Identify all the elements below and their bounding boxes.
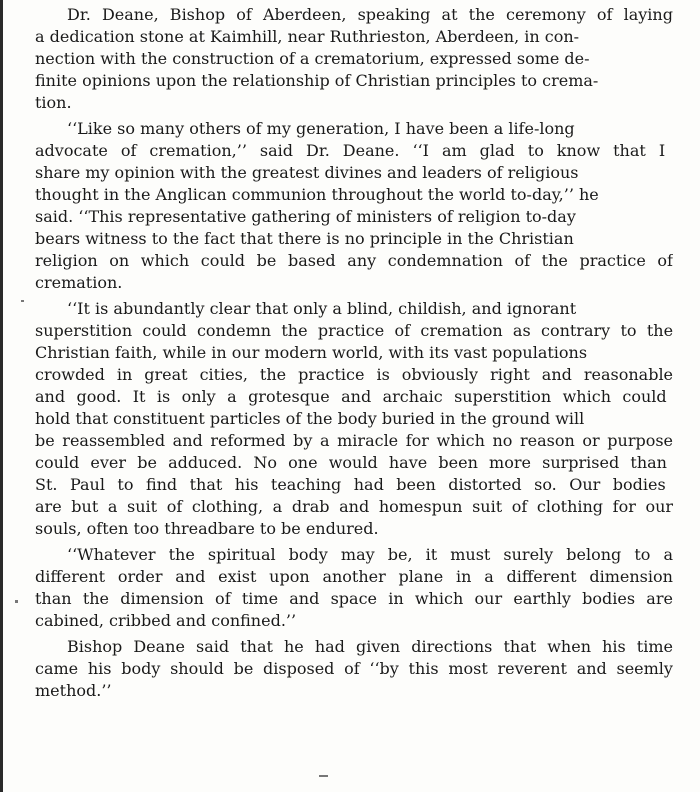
text-line: different order and exist upon another plane in a different dimension [35, 567, 673, 586]
paragraph-5 [35, 636, 673, 702]
text-line: said. ‘‘This representative gathering of ministers of religion to-day [35, 207, 576, 226]
text-line: a dedication stone at Kaimhill, near Ruthrieston, Aberdeen, in con- [35, 27, 580, 46]
text-line: nection with the construction of a crematorium, expressed some de- [35, 49, 590, 68]
text-line: than the dimension of time and space in which our earthly bodies are [35, 589, 673, 608]
article-body [35, 4, 673, 702]
text-line: St. Paul to find that his teaching had been distorted so. Our bodies [35, 475, 666, 494]
text-line: souls, often too threadbare to be endured. [35, 519, 379, 538]
text-line: ‘‘It is abundantly clear that only a blind, childish, and ignorant [67, 299, 577, 318]
text-line: cremation. [35, 273, 123, 292]
text-line: could ever be adduced. No one would have been more surprised than [35, 453, 667, 472]
text-line: thought in the Anglican communion throughout the world to-day,’’ he [35, 185, 599, 204]
print-speck [15, 600, 18, 603]
text-line: Bishop Deane said that he had given directions that when his time [67, 637, 673, 656]
text-line: method.’’ [35, 681, 112, 700]
paragraph-2 [35, 118, 673, 294]
text-line: share my opinion with the greatest divines and leaders of religious [35, 163, 579, 182]
text-line: advocate of cremation,’’ said Dr. Deane. ‘‘I am glad to know that I [35, 141, 666, 160]
print-speck [319, 775, 328, 777]
paragraph-1 [35, 4, 673, 114]
text-line: finite opinions upon the relationship of Christian principles to crema- [35, 71, 599, 90]
text-line: superstition could condemn the practice of cremation as contrary to the [35, 321, 673, 340]
text-line: crowded in great cities, the practice is obviously right and reasonable [35, 365, 673, 384]
text-line: ‘‘Like so many others of my generation, I have been a life-long [67, 119, 575, 138]
text-line: Dr. Deane, Bishop of Aberdeen, speaking at the ceremony of laying [67, 5, 673, 24]
text-line: are but a suit of clothing, a drab and homespun suit of clothing for our [35, 497, 673, 516]
paragraph-4 [35, 544, 673, 632]
text-line: be reassembled and reformed by a miracle for which no reason or purpose [35, 431, 673, 450]
text-line: bears witness to the fact that there is no principle in the Christian [35, 229, 574, 248]
text-line: religion on which could be based any condemnation of the practice of [35, 251, 673, 270]
paragraph-3 [35, 298, 673, 540]
text-line: cabined, cribbed and confined.’’ [35, 611, 297, 630]
text-line: ‘‘Whatever the spiritual body may be, it must surely belong to a [67, 545, 673, 564]
text-line: Christian faith, while in our modern world, with its vast populations [35, 343, 588, 362]
print-speck [21, 300, 24, 302]
text-line: and good. It is only a grotesque and archaic superstition which could [35, 387, 667, 406]
text-line: came his body should be disposed of ‘‘by this most reverent and seemly [35, 659, 673, 678]
text-line: tion. [35, 93, 72, 112]
text-line: hold that constituent particles of the body buried in the ground will [35, 409, 585, 428]
